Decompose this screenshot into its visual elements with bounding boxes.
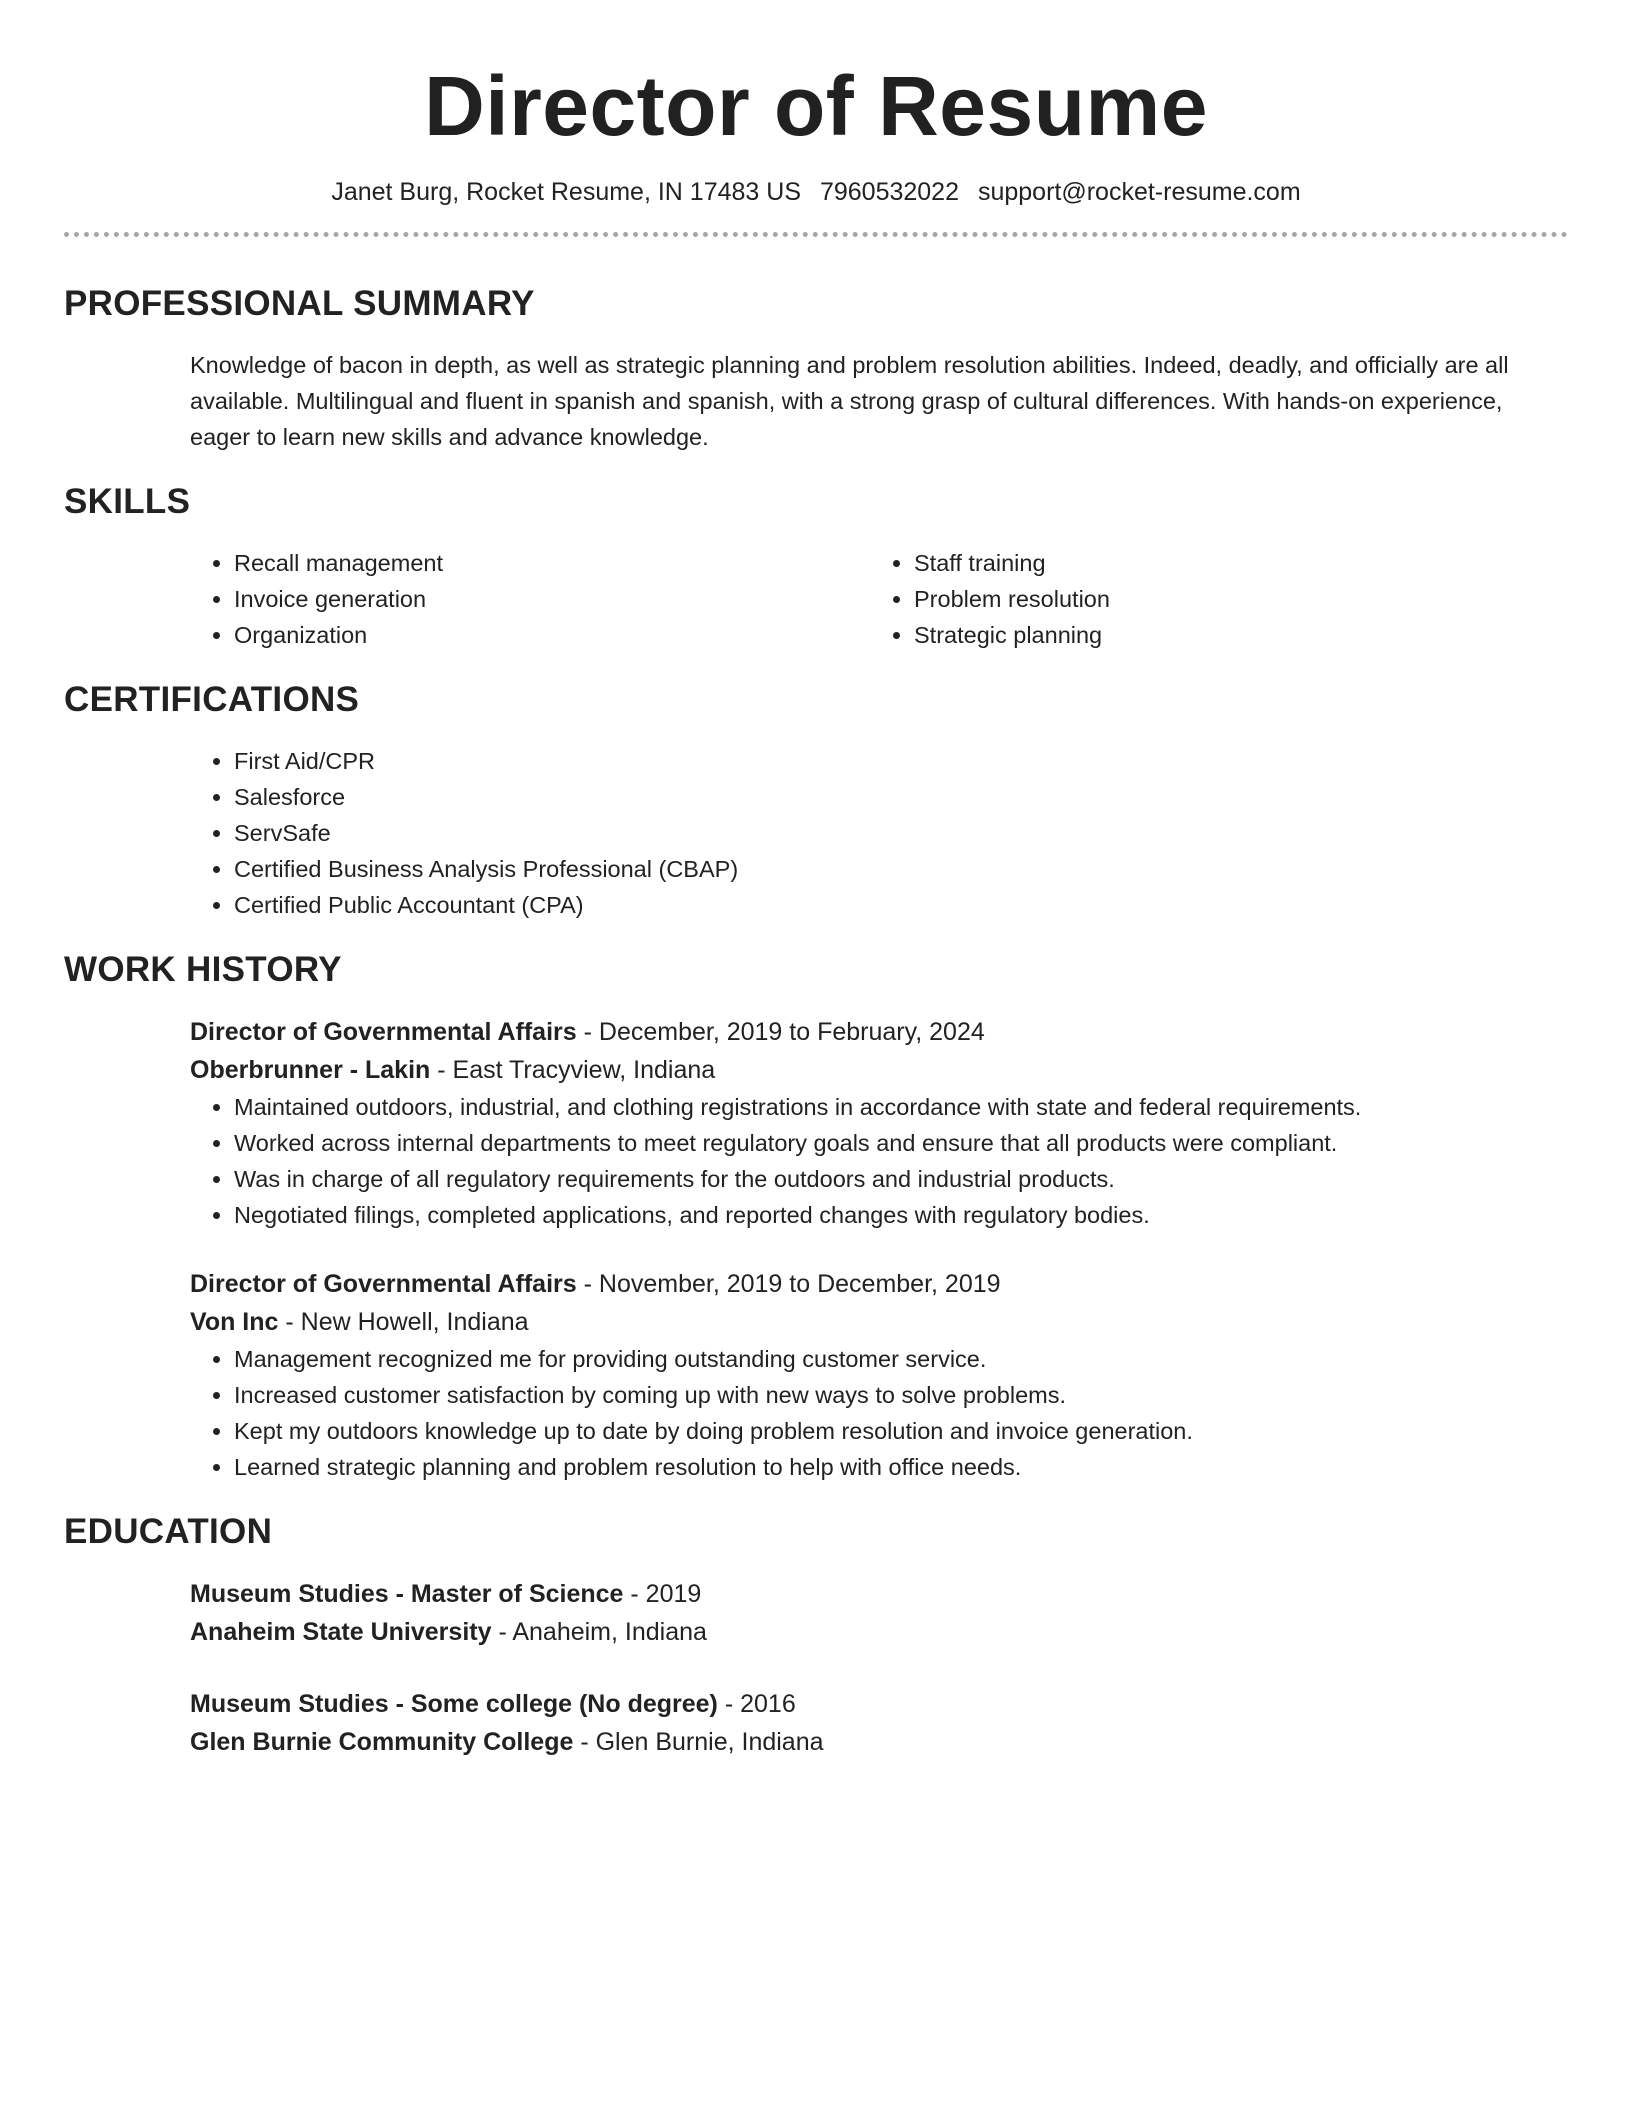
skill-item: • Staff training [914,545,1550,581]
professional-summary-section [64,283,1568,455]
job-location: - East Tracyview, Indiana [430,1056,716,1084]
job-title-line [190,1013,1568,1051]
job-bullet: • Negotiated filings, completed applications, and reported changes with regulatory bodies. [234,1197,1568,1233]
education-year: - 2016 [717,1690,796,1718]
job-dates: - November, 2019 to December, 2019 [576,1270,1001,1298]
skill-item: • Recall management [234,545,870,581]
contact-phone: 7960532022 [819,178,959,206]
skills-section [64,481,1568,653]
job-bullet: • Kept my outdoors knowledge up to date by doing problem resolution and invoice generation. [234,1413,1568,1449]
job-company-line [190,1303,1568,1341]
skill-item: • Invoice generation [234,581,870,617]
contact-line [64,176,1568,208]
certification-item: • Certified Public Accountant (CPA) [234,887,1568,923]
certifications-list [64,743,1568,923]
education-degree-line [190,1685,1568,1723]
skill-item: • Strategic planning [914,617,1550,653]
education-entry [64,1575,1568,1651]
job-title-line [190,1265,1568,1303]
education-school-line [190,1723,1568,1761]
job-bullet: • Was in charge of all regulatory requirements for the outdoors and industrial products. [234,1161,1568,1197]
section-heading-work-history: WORK HISTORY [64,950,342,989]
job-bullet: • Worked across internal departments to meet regulatory goals and ensure that all products were compliant. [234,1125,1568,1161]
education-school: Anaheim State University [190,1618,492,1646]
job-entry [64,1265,1568,1485]
section-heading-summary: PROFESSIONAL SUMMARY [64,284,535,323]
education-school-line [190,1613,1568,1651]
education-degree: Museum Studies - Master of Science [190,1580,624,1608]
skill-item: • Organization [234,617,870,653]
work-history-section [64,949,1568,1485]
job-entry [64,1013,1568,1233]
contact-email: support@rocket-resume.com [977,178,1301,206]
job-bullet: • Learned strategic planning and problem resolution to help with office needs. [234,1449,1568,1485]
skills-column-left [190,545,870,653]
education-location: - Anaheim, Indiana [491,1618,707,1646]
job-bullet: • Increased customer satisfaction by coming up with new ways to solve problems. [234,1377,1568,1413]
education-section [64,1511,1568,1761]
job-title: Director of Governmental Affairs [190,1270,577,1298]
certification-item: • ServSafe [234,815,1568,851]
resume-title: Director of Resume [424,59,1208,153]
education-degree-line [190,1575,1568,1613]
header-divider [64,232,1568,237]
job-company-line [190,1051,1568,1089]
section-heading-certifications: CERTIFICATIONS [64,680,360,719]
education-school: Glen Burnie Community College [190,1728,574,1756]
certification-item: • Certified Business Analysis Professional (CBAP) [234,851,1568,887]
job-company: Oberbrunner - Lakin [190,1056,431,1084]
contact-address: Janet Burg, Rocket Resume, IN 17483 US [331,178,801,206]
certification-item: • Salesforce [234,779,1568,815]
job-bullet: • Management recognized me for providing outstanding customer service. [234,1341,1568,1377]
section-heading-education: EDUCATION [64,1512,273,1551]
skill-item: • Problem resolution [914,581,1550,617]
skills-column-right [870,545,1550,653]
job-bullets [190,1089,1568,1233]
education-location: - Glen Burnie, Indiana [573,1728,824,1756]
job-title: Director of Governmental Affairs [190,1018,577,1046]
job-bullet: • Maintained outdoors, industrial, and clothing registrations in accordance with state and federal requirements. [234,1089,1568,1125]
summary-text: Knowledge of bacon in depth, as well as strategic planning and problem resolution abilities. Indeed, deadly, and officially are all available. Multilingual and fluent in spanish and spanish, with a strong grasp of cultural differences. With hands-on experience, eager to learn new skills and advance knowledge. [190,352,1509,450]
job-location: - New Howell, Indiana [278,1308,529,1336]
job-bullets [190,1341,1568,1485]
education-entry [64,1685,1568,1761]
education-degree: Museum Studies - Some college (No degree) [190,1690,718,1718]
resume-page [64,0,1568,1761]
job-dates: - December, 2019 to February, 2024 [576,1018,985,1046]
job-company: Von Inc [190,1308,279,1336]
certifications-section [64,679,1568,923]
certification-item: • First Aid/CPR [234,743,1568,779]
education-year: - 2019 [623,1580,702,1608]
skills-columns [64,545,1568,653]
section-heading-skills: SKILLS [64,482,191,521]
